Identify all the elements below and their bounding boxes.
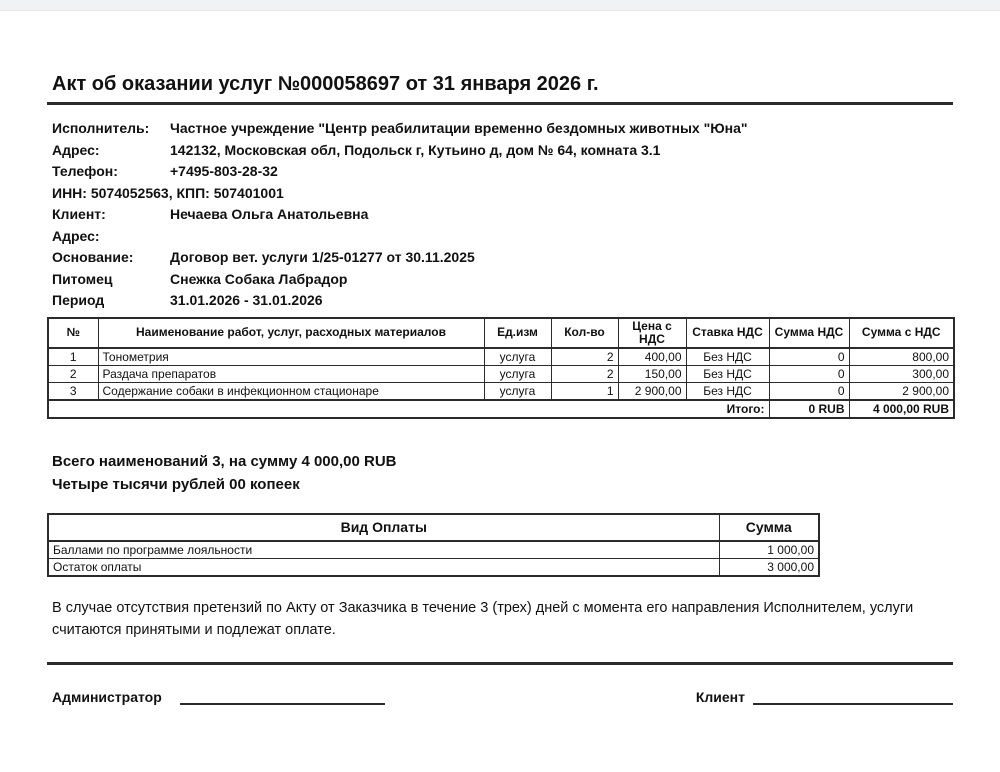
administrator-signature-line	[180, 692, 385, 705]
services-header-row	[48, 318, 954, 348]
client-signature	[696, 689, 953, 705]
cell-vat-rate: Без НДС	[686, 348, 769, 366]
field-label: Адрес:	[52, 141, 100, 158]
field-row-address	[52, 140, 953, 162]
cell-vat-rate: Без НДС	[686, 382, 769, 400]
field-label: Адрес:	[52, 227, 100, 244]
col-header-name: Наименование работ, услуг, расходных материалов	[98, 318, 484, 348]
summary-block	[52, 450, 953, 496]
cell-unit: услуга	[484, 348, 551, 366]
document-title: Акт об оказании услуг №000058697 от 31 января 2026 г.	[47, 73, 953, 105]
cell-unit: услуга	[484, 365, 551, 382]
signature-block	[47, 689, 953, 705]
col-header-vat-rate: Ставка НДС	[686, 318, 769, 348]
cell-amount: 1 000,00	[719, 541, 819, 559]
field-row-client	[52, 204, 953, 226]
field-label: ИНН: 5074052563, КПП: 507401001	[52, 184, 284, 201]
field-row-inn-kpp	[52, 183, 953, 205]
cell-price: 150,00	[618, 365, 686, 382]
summary-count-line: Всего наименований 3, на сумму 4 000,00 RUB	[52, 452, 397, 470]
total-row	[48, 400, 954, 418]
footer-divider	[47, 662, 953, 665]
cell-total: 300,00	[849, 365, 954, 382]
total-vat-sum: 0 RUB	[769, 400, 849, 418]
table-row	[48, 541, 819, 559]
cell-num: 3	[48, 382, 98, 400]
table-row	[48, 382, 954, 400]
cell-vat-sum: 0	[769, 365, 849, 382]
header-fields	[52, 118, 953, 312]
client-signature-line	[753, 692, 953, 705]
table-row	[48, 558, 819, 576]
field-row-basis	[52, 247, 953, 269]
cell-vat-rate: Без НДС	[686, 365, 769, 382]
cell-qty: 1	[551, 382, 618, 400]
total-amount: 4 000,00 RUB	[849, 400, 954, 418]
summary-words-line: Четыре тысячи рублей 00 копеек	[52, 475, 300, 493]
field-label: Телефон:	[52, 163, 118, 179]
table-row	[48, 365, 954, 382]
cell-num: 2	[48, 365, 98, 382]
field-row-client-address	[52, 226, 953, 248]
col-header-price: Цена с НДС	[618, 318, 686, 348]
field-value: Частное учреждение "Центр реабилитации временно бездомных животных "Юна"	[170, 120, 748, 136]
col-header-vat-sum: Сумма НДС	[769, 318, 849, 348]
field-label: Период	[52, 292, 105, 308]
cell-name: Раздача препаратов	[98, 365, 484, 382]
col-header-num: №	[48, 318, 98, 348]
field-value: +7495-803-28-32	[170, 163, 278, 179]
payment-header-row	[48, 514, 819, 541]
field-row-period	[52, 290, 953, 312]
claims-note: В случае отсутствия претензий по Акту от Заказчика в течение 3 (трех) дней с момента его направления Исполнителем, услуги считаются принятыми и подлежат оплате.	[52, 599, 914, 638]
cell-payment-type: Остаток оплаты	[48, 558, 719, 576]
cell-qty: 2	[551, 365, 618, 382]
col-header-qty: Кол-во	[551, 318, 618, 348]
cell-total: 800,00	[849, 348, 954, 366]
col-header-payment-type: Вид Оплаты	[48, 514, 719, 541]
cell-price: 2 900,00	[618, 382, 686, 400]
col-header-total: Сумма с НДС	[849, 318, 954, 348]
cell-name: Тонометрия	[98, 348, 484, 366]
administrator-signature	[52, 689, 385, 705]
cell-qty: 2	[551, 348, 618, 366]
cell-num: 1	[48, 348, 98, 366]
cell-total: 2 900,00	[849, 382, 954, 400]
client-label: Клиент	[695, 688, 745, 705]
cell-unit: услуга	[484, 382, 551, 400]
cell-vat-sum: 0	[769, 382, 849, 400]
field-value: Снежка Собака Лабрадор	[170, 270, 348, 287]
field-label: Клиент:	[52, 206, 106, 222]
field-value: Нечаева Ольга Анатольевна	[170, 206, 369, 222]
field-value: 31.01.2026 - 31.01.2026	[170, 292, 323, 308]
viewer-top-bar	[0, 0, 1000, 11]
field-row-executor	[52, 118, 953, 140]
administrator-label: Администратор	[52, 688, 162, 705]
field-value: 142132, Московская обл, Подольск г, Кутьино д, дом № 64, комната 3.1	[170, 141, 661, 158]
field-label: Основание:	[52, 249, 134, 265]
field-row-phone	[52, 161, 953, 183]
field-label: Питомец	[52, 270, 113, 287]
field-value: Договор вет. услуги 1/25-01277 от 30.11.2025	[170, 249, 475, 265]
total-label: Итого:	[48, 400, 769, 418]
col-header-amount: Сумма	[719, 514, 819, 541]
cell-vat-sum: 0	[769, 348, 849, 366]
field-row-pet	[52, 269, 953, 291]
cell-amount: 3 000,00	[719, 558, 819, 576]
field-label: Исполнитель:	[52, 120, 150, 136]
cell-payment-type: Баллами по программе лояльности	[48, 541, 719, 559]
col-header-unit: Ед.изм	[484, 318, 551, 348]
cell-name: Содержание собаки в инфекционном стационаре	[98, 382, 484, 400]
cell-price: 400,00	[618, 348, 686, 366]
services-table	[47, 317, 955, 419]
table-row	[48, 348, 954, 366]
payment-table	[47, 513, 820, 577]
document-page	[0, 11, 1000, 705]
